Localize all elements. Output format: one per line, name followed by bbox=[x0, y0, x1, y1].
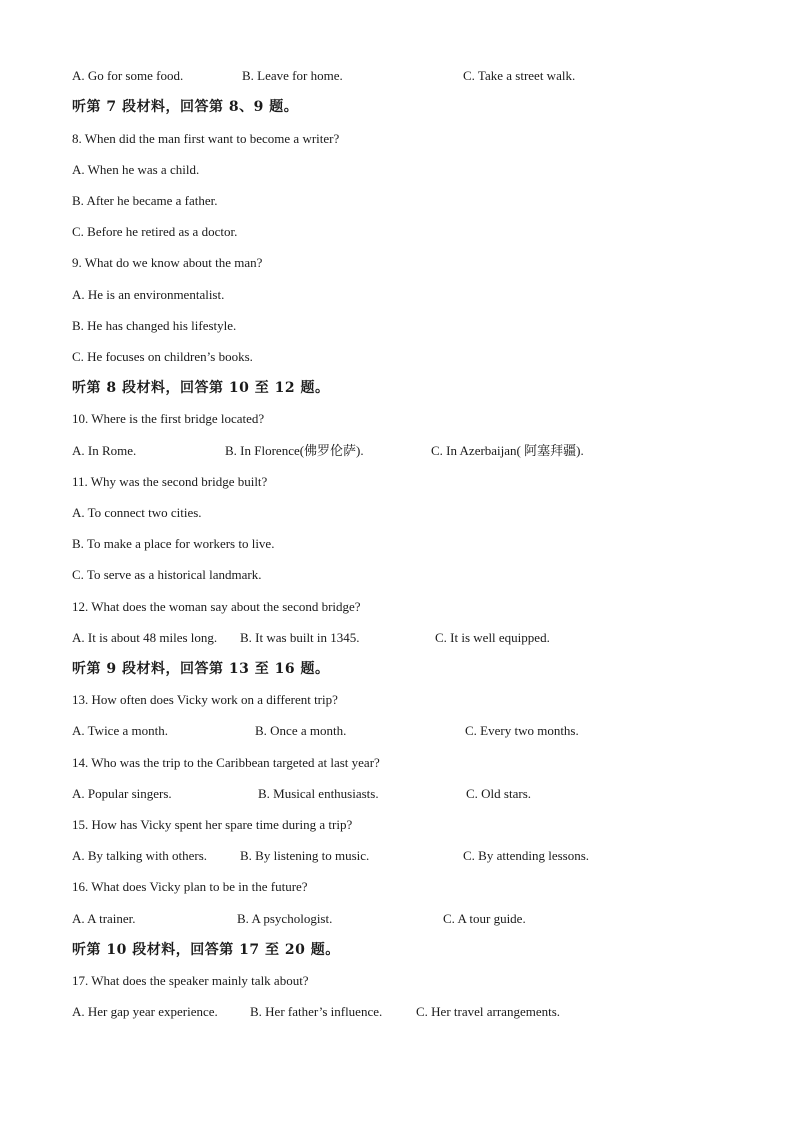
option-b: B. Musical enthusiasts. bbox=[258, 786, 379, 801]
option-c: C. Old stars. bbox=[466, 786, 531, 801]
option-b: B. By listening to music. bbox=[240, 848, 370, 863]
question-11: 11. Why was the second bridge built? bbox=[72, 474, 268, 489]
option-b: B. In Florence(佛罗伦萨). bbox=[225, 443, 364, 458]
option-b: B. It was built in 1345. bbox=[240, 630, 360, 645]
option-b: B. Leave for home. bbox=[242, 68, 343, 83]
option-c: C. Her travel arrangements. bbox=[416, 1004, 561, 1019]
option-c: C. In Azerbaijan( 阿塞拜疆). bbox=[431, 443, 584, 458]
section-heading-8: 听第 8 段材料，回答第 10 至 12 题。 bbox=[72, 380, 330, 396]
option-a: A. Twice a month. bbox=[72, 723, 168, 738]
option-b: B. A psychologist. bbox=[237, 911, 333, 926]
option-a: A. A trainer. bbox=[72, 911, 136, 926]
option-a: A. He is an environmentalist. bbox=[72, 287, 225, 302]
section-heading-7: 听第 7 段材料，回答第 8、9 题。 bbox=[72, 99, 299, 115]
option-c: C. He focuses on children’s books. bbox=[72, 349, 253, 364]
option-c: C. Take a street walk. bbox=[463, 68, 576, 83]
option-a: A. Her gap year experience. bbox=[72, 1004, 218, 1019]
option-a: A. To connect two cities. bbox=[72, 505, 202, 520]
option-b: B. Her father’s influence. bbox=[250, 1004, 383, 1019]
question-16: 16. What does Vicky plan to be in the future? bbox=[72, 879, 308, 894]
section-heading-10: 听第 10 段材料，回答第 17 至 20 题。 bbox=[72, 942, 340, 958]
option-b: B. After he became a father. bbox=[72, 193, 218, 208]
option-c: C. Before he retired as a doctor. bbox=[72, 224, 238, 239]
option-c: C. A tour guide. bbox=[443, 911, 526, 926]
option-a: A. Popular singers. bbox=[72, 786, 172, 801]
question-12: 12. What does the woman say about the second bridge? bbox=[72, 599, 361, 614]
section-heading-9: 听第 9 段材料，回答第 13 至 16 题。 bbox=[72, 661, 330, 677]
option-a: A. Go for some food. bbox=[72, 68, 184, 83]
option-c: C. To serve as a historical landmark. bbox=[72, 567, 262, 582]
option-c: C. By attending lessons. bbox=[463, 848, 590, 863]
question-13: 13. How often does Vicky work on a different trip? bbox=[72, 692, 338, 707]
question-8: 8. When did the man first want to become a writer? bbox=[72, 131, 340, 146]
option-a: A. In Rome. bbox=[72, 443, 137, 458]
option-a: A. It is about 48 miles long. bbox=[72, 630, 218, 645]
option-b: B. To make a place for workers to live. bbox=[72, 536, 275, 551]
option-a: A. When he was a child. bbox=[72, 162, 200, 177]
question-17: 17. What does the speaker mainly talk about? bbox=[72, 973, 309, 988]
option-c: C. Every two months. bbox=[465, 723, 579, 738]
question-14: 14. Who was the trip to the Caribbean targeted at last year? bbox=[72, 755, 380, 770]
option-c: C. It is well equipped. bbox=[435, 630, 550, 645]
question-10: 10. Where is the first bridge located? bbox=[72, 411, 265, 426]
option-a: A. By talking with others. bbox=[72, 848, 208, 863]
question-15: 15. How has Vicky spent her spare time during a trip? bbox=[72, 817, 353, 832]
option-b: B. He has changed his lifestyle. bbox=[72, 318, 237, 333]
question-9: 9. What do we know about the man? bbox=[72, 255, 263, 270]
option-b: B. Once a month. bbox=[255, 723, 347, 738]
